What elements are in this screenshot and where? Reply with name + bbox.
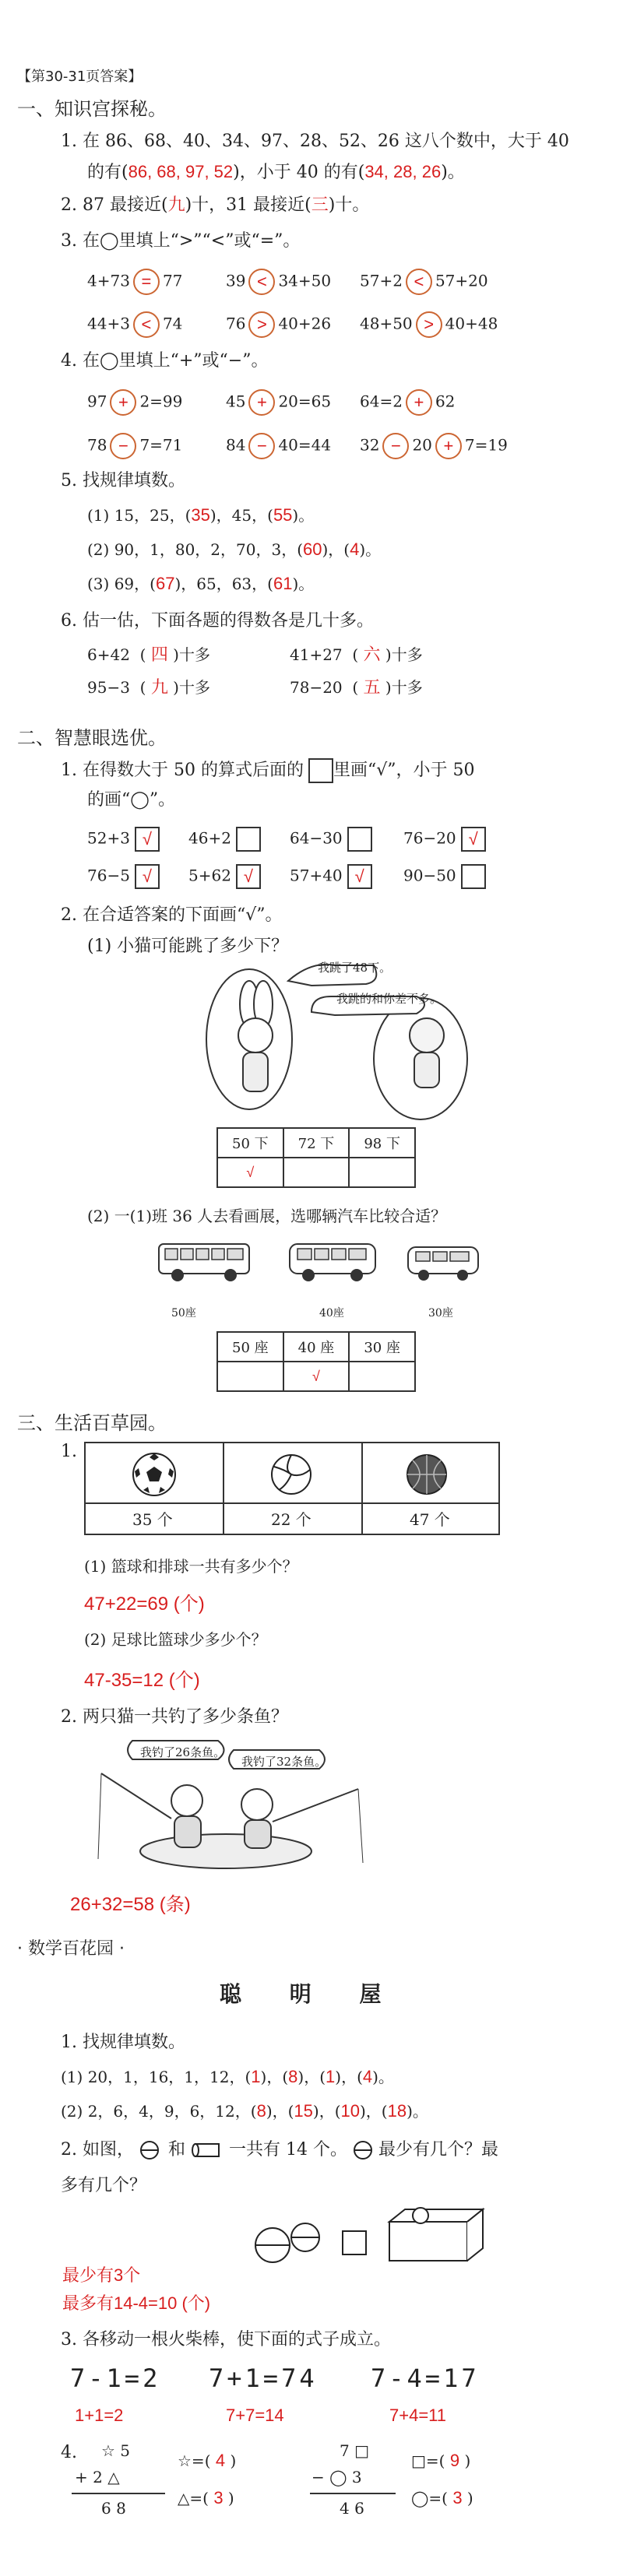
square-answer: □=( 9 ) (411, 2451, 471, 2470)
section-3-title: 三、生活百草园。 (17, 1412, 167, 1434)
s3-q2: 2. 两只猫一共钓了多少条鱼？ (61, 1707, 288, 1727)
ball-count: 35 个 (132, 1510, 173, 1529)
answer: 34, 28, 26 (364, 162, 442, 181)
q5-instruction: 5. 找规律填数。 (61, 471, 185, 490)
page-header: 【第30-31页答案】 (17, 69, 143, 85)
matchstick-eq-2: 7+1=74 (209, 2363, 318, 2393)
s2-item: 5+62 √ (188, 864, 261, 889)
rabbit-cat-illustration (195, 950, 522, 1121)
answer: 86, 68, 97, 52 (128, 162, 234, 181)
basketball-icon (405, 1453, 449, 1496)
s2-q1-line1: 1. 在得数大于 50 的算式后面的 里画“√”，小于 50 (61, 757, 474, 783)
q3-item: 57+2 < 57+20 (360, 269, 488, 295)
s3-answer-1: 47+22=69 (个) (84, 1594, 205, 1615)
q3-item: 48+50 > 40+48 (360, 311, 498, 338)
q4-item: 84 − 40=44 (226, 433, 331, 459)
q5-row1: (1) 15，25，(35)，45，(55)。 (87, 505, 315, 525)
q6-instruction: 6. 估一估，下面各题的得数各是几十多。 (61, 611, 374, 631)
q4-instruction: 4. 在◯里填上“+”或“−”。 (61, 351, 269, 371)
s3-q1-1: (1) 篮球和排球一共有多少个？ (84, 1557, 298, 1576)
section-4-subtitle: 聪 明 屋 (220, 1981, 402, 2007)
circle-answer: ◯=( 3 ) (411, 2488, 473, 2507)
ball-count: 47 个 (410, 1510, 450, 1529)
q1-line1: 1. 在 86、68、40、34、97、28、52、26 这八个数中，大于 40 (61, 132, 569, 151)
s2-q2: 2. 在合适答案的下面画“√”。 (61, 905, 283, 925)
s4-answer-min: 最少有3个 (62, 2265, 141, 2285)
s4-q3: 3. 各移动一根火柴棒，使下面的式子成立。 (61, 2330, 391, 2349)
section-4-title: · 数学百花园 · (17, 1939, 125, 1959)
matchstick-eq-1: 7-1=2 (70, 2363, 161, 2393)
answer: 三 (311, 195, 329, 214)
bus-label: 40座 (319, 1307, 344, 1320)
s3-q1-num: 1. (61, 1442, 77, 1461)
divider (310, 2493, 396, 2494)
q3-item: 4+73 = 77 (87, 269, 182, 295)
s4-q2-line2: 多有几个？ (61, 2176, 147, 2195)
fishing-cats-illustration (78, 1734, 389, 1875)
soccer-ball-icon (131, 1451, 178, 1498)
jump-answer-table: 50 下 72 下 98 下 √ (216, 1127, 416, 1188)
q5-row3: (3) 69，(67)，65，63，(61)。 (87, 574, 315, 593)
vertical-sub-row1: 7 □ (340, 2441, 369, 2460)
s2-item: 52+3 √ (87, 827, 160, 852)
q4-item: 78 − 7=71 (87, 433, 182, 459)
s2-q1-line2: 的画“◯”。 (87, 790, 176, 810)
s4-answer-max: 最多有14-4=10 (个) (62, 2293, 211, 2313)
s2-q2-1: (1) 小猫可能跳了多少下？ (87, 937, 289, 956)
answer: 九 (167, 195, 185, 214)
ball-shape-icon (353, 2140, 373, 2160)
vertical-sub-row3: 4 6 (340, 2499, 364, 2518)
matchstick-answer-2: 7+7=14 (226, 2406, 284, 2425)
s3-answer-2: 47-35=12 (个) (84, 1670, 200, 1691)
s2-item: 90−50 (403, 864, 486, 889)
star-answer: ☆=( 4 ) (178, 2451, 237, 2470)
q6-item: 78−20 ( 五 )十多 (290, 677, 423, 697)
s2-item: 76−5 √ (87, 864, 160, 889)
q3-item: 44+3 < 74 (87, 311, 182, 338)
q6-item: 95−3 ( 九 )十多 (87, 677, 210, 697)
vertical-add-row3: 6 8 (101, 2499, 126, 2518)
q4-item: 97 + 2=99 (87, 389, 182, 416)
q1-line2: 的有(86, 68, 97, 52)，小于 40 的有(34, 28, 26)。 (87, 162, 465, 182)
s2-q2-2: (2) 一(1)班 36 人去看画展，选哪辆汽车比较合适？ (87, 1207, 447, 1225)
bus-label: 30座 (428, 1307, 453, 1320)
s4-q1-row1: (1) 20，1，16，1，12，(1)，(8)，(1)，(4)。 (61, 2067, 394, 2086)
s2-item: 76−20 √ (403, 827, 486, 852)
ball-shape-icon (139, 2140, 163, 2160)
q4-item: 32 − 20 + 7=19 (360, 433, 508, 459)
q6-item: 41+27 ( 六 )十多 (290, 645, 423, 664)
s2-item: 64−30 (290, 827, 372, 852)
ball-count: 22 个 (271, 1510, 312, 1529)
triangle-answer: △=( 3 ) (178, 2488, 234, 2507)
bus-answer-table: 50 座 40 座 30 座 √ (216, 1331, 416, 1392)
divider (72, 2493, 165, 2494)
speech-bubble-cat2: 我钓了32条鱼。 (241, 1755, 327, 1769)
q2: 2. 87 最接近(九)十，31 最接近(三)十。 (61, 195, 370, 215)
s4-q1: 1. 找规律填数。 (61, 2033, 185, 2052)
q3-item: 39 < 34+50 (226, 269, 331, 295)
matchstick-answer-3: 7+4=11 (389, 2406, 447, 2425)
s4-q1-row2: (2) 2，6，4，9，6，12，(8)，(15)，(10)，(18)。 (61, 2101, 428, 2121)
speech-bubble-cat1: 我钓了26条鱼。 (140, 1745, 226, 1759)
matchstick-eq-3: 7-4=17 (371, 2363, 480, 2393)
s4-q2-line1: 2. 如图， 和 一共有 14 个。 最少有几个？最 (61, 2140, 498, 2160)
matchstick-answer-1: 1+1=2 (75, 2406, 124, 2425)
s2-item: 46+2 (188, 827, 261, 852)
vertical-sub-row2: − ◯ 3 (312, 2468, 362, 2486)
s2-item: 57+40 √ (290, 864, 372, 889)
bus-50-icon (156, 1239, 254, 1284)
vertical-add-row2: + 2 △ (75, 2468, 120, 2486)
q3-instruction: 3. 在◯里填上“>”“<”或“=”。 (61, 231, 301, 251)
volleyball-icon (269, 1453, 313, 1496)
vertical-add-row1: ☆ 5 (101, 2441, 131, 2460)
bus-40-icon (287, 1239, 380, 1284)
cylinder-shape-icon (191, 2141, 224, 2160)
section-1-title: 一、知识宫探秘。 (17, 98, 167, 120)
q5-row2: (2) 90，1，80，2，70，3，(60)，(4)。 (87, 539, 382, 559)
s3-q1-2: (2) 足球比篮球少多少个？ (84, 1630, 267, 1649)
bus-30-icon (405, 1242, 483, 1284)
speech-bubble-rabbit: 我跳了48下。 (318, 961, 392, 975)
shapes-box-illustration (234, 2198, 498, 2268)
q3-item: 76 > 40+26 (226, 311, 331, 338)
bus-label: 50座 (171, 1307, 196, 1320)
q6-item: 6+42 ( 四 )十多 (87, 645, 210, 664)
speech-bubble-cat: 我跳的和你差不多。 (336, 992, 442, 1006)
s3-answer-3: 26+32=58 (条) (70, 1894, 191, 1915)
q4-item: 45 + 20=65 (226, 389, 331, 416)
q4-item: 64=2 + 62 (360, 389, 455, 416)
section-2-title: 二、智慧眼选优。 (17, 727, 167, 749)
s4-q4-num: 4. (61, 2443, 77, 2462)
